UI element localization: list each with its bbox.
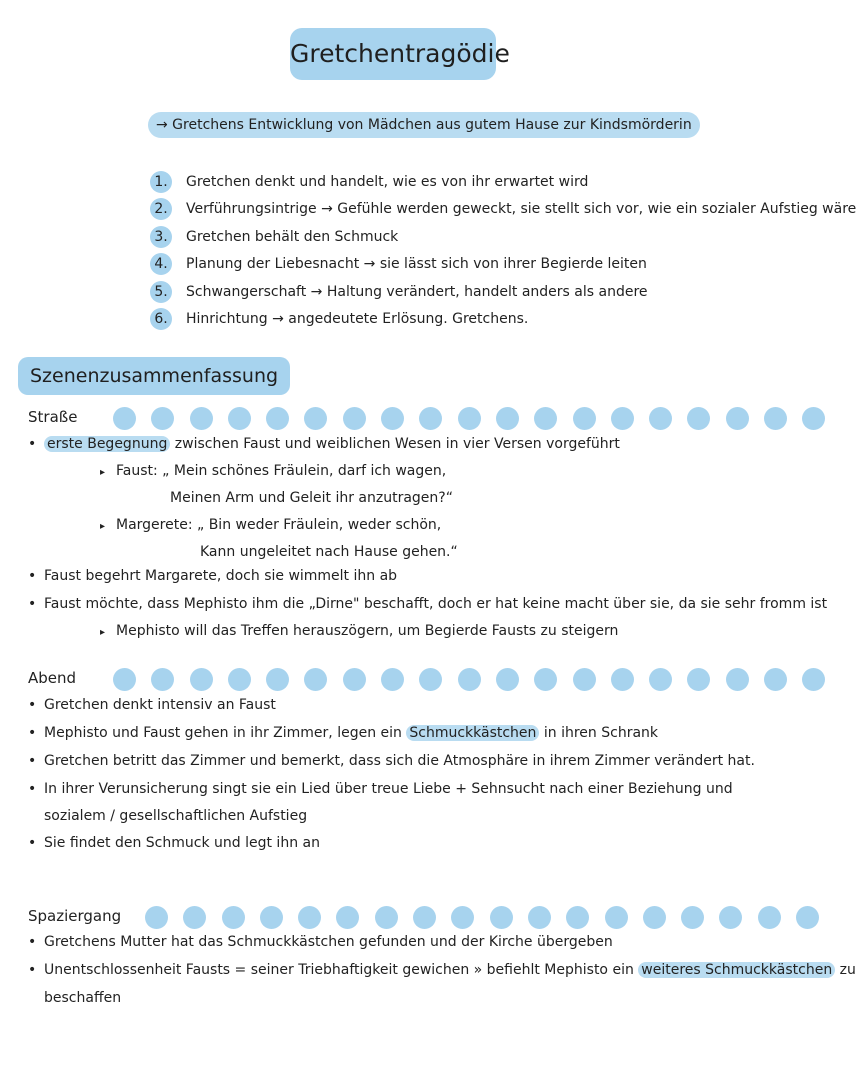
bullet-continuation: sozialem / gesellschaftlichen Aufstieg [44, 808, 308, 824]
dot-icon [190, 668, 213, 691]
bullet-line [28, 725, 658, 741]
dot-icon [681, 906, 704, 929]
bullet-line [28, 697, 276, 713]
dot-icon [375, 906, 398, 929]
scene-title-abend: Abend [28, 669, 77, 687]
highlighted-text: weiteres Schmuckkästchen [638, 962, 835, 978]
quote-text: Margerete: „ Bin weder Fräulein, weder schön, [116, 517, 442, 533]
list-item-text: Schwangerschaft → Haltung verändert, handelt anders als andere [186, 283, 648, 300]
bullet-text: zwischen Faust und weiblichen Wesen in vier Versen vorgeführt [170, 436, 620, 452]
dot-icon [649, 407, 672, 430]
dot-icon [611, 407, 634, 430]
dot-icon [496, 668, 519, 691]
page-title: Gretchentragödie [290, 28, 496, 80]
number-badge: 2. [150, 198, 172, 220]
triangle-bullet-icon: ▸ [100, 521, 106, 532]
dot-icon [343, 407, 366, 430]
dot-icon [419, 668, 442, 691]
dot-icon [566, 906, 589, 929]
bullet-text: Faust möchte, dass Mephisto ihm die „Dirne" beschafft, doch er hat keine macht über sie, da sie sehr fromm ist [44, 596, 828, 612]
bullet-icon: • [28, 568, 37, 584]
bullet-line [28, 568, 397, 584]
dot-icon [145, 906, 168, 929]
dot-icon [643, 906, 666, 929]
list-item [150, 278, 856, 306]
subtitle-highlight: → Gretchens Entwicklung von Mädchen aus gutem Hause zur Kindsmörderin [148, 112, 700, 138]
scene-title-spaziergang: Spaziergang [28, 907, 122, 925]
bullet-icon: • [28, 835, 37, 851]
dot-icon [151, 668, 174, 691]
bullet-text: Unentschlossenheit Fausts = seiner Triebhaftigkeit gewichen » befiehlt Mephisto ein [44, 962, 639, 978]
dot-icon [719, 906, 742, 929]
list-item-text: Planung der Liebesnacht → sie lässt sich von ihrer Begierde leiten [186, 256, 647, 273]
dot-divider [113, 407, 825, 430]
bullet-line [28, 934, 613, 950]
dot-icon [458, 407, 481, 430]
stages-list [150, 168, 856, 333]
list-item [150, 306, 856, 334]
dot-icon [687, 407, 710, 430]
bullet-continuation: beschaffen [44, 990, 122, 1006]
dot-icon [496, 407, 519, 430]
list-item-text: Hinrichtung → angedeutete Erlösung. Gretchens. [186, 311, 529, 328]
bullet-icon: • [28, 436, 37, 452]
dot-icon [419, 407, 442, 430]
dot-icon [451, 906, 474, 929]
dot-icon [304, 668, 327, 691]
triangle-bullet-icon: ▸ [100, 627, 106, 638]
dot-icon [490, 906, 513, 929]
dot-icon [764, 407, 787, 430]
bullet-line [28, 436, 620, 452]
list-item [150, 251, 856, 279]
sub-bullet-line [100, 463, 446, 479]
dot-icon [381, 668, 404, 691]
list-item-text: Gretchen denkt und handelt, wie es von ihr erwartet wird [186, 173, 589, 190]
dot-icon [611, 668, 634, 691]
dot-icon [228, 668, 251, 691]
scene-title-strasse: Straße [28, 408, 78, 426]
dot-icon [336, 906, 359, 929]
quote-text: Faust: „ Mein schönes Fräulein, darf ich wagen, [116, 463, 447, 479]
bullet-icon: • [28, 781, 37, 797]
bullet-line [28, 962, 856, 978]
number-badge: 6. [150, 308, 172, 330]
bullet-line [28, 781, 733, 797]
dot-icon [381, 407, 404, 430]
dot-icon [573, 407, 596, 430]
dot-icon [183, 906, 206, 929]
bullet-line [28, 835, 320, 851]
dot-icon [304, 407, 327, 430]
dot-icon [260, 906, 283, 929]
dot-icon [796, 906, 819, 929]
dot-icon [222, 906, 245, 929]
dot-icon [758, 906, 781, 929]
bullet-icon: • [28, 934, 37, 950]
dot-icon [228, 407, 251, 430]
dot-icon [802, 407, 825, 430]
bullet-text: Faust begehrt Margarete, doch sie wimmelt ihn ab [44, 568, 398, 584]
bullet-line [28, 596, 827, 612]
bullet-icon: • [28, 962, 37, 978]
dot-divider [113, 668, 825, 691]
bullet-text: In ihrer Verunsicherung singt sie ein Lied über treue Liebe + Sehnsucht nach einer Beziehung und [44, 781, 733, 797]
quote-line: Kann ungeleitet nach Hause gehen.“ [200, 544, 458, 560]
dot-icon [413, 906, 436, 929]
number-badge: 5. [150, 281, 172, 303]
highlighted-text: Schmuckkästchen [406, 725, 539, 741]
bullet-icon: • [28, 697, 37, 713]
dot-icon [649, 668, 672, 691]
sub-bullet-line [100, 623, 618, 639]
highlighted-text: erste Begegnung [44, 436, 170, 452]
list-item-text: Verführungsintrige → Gefühle werden geweckt, sie stellt sich vor, wie ein sozialer Aufstieg wäre [186, 201, 856, 218]
bullet-text: Gretchen denkt intensiv an Faust [44, 697, 276, 713]
bullet-icon: • [28, 753, 37, 769]
number-badge: 4. [150, 253, 172, 275]
dot-icon [458, 668, 481, 691]
dot-icon [190, 407, 213, 430]
dot-icon [726, 668, 749, 691]
dot-icon [802, 668, 825, 691]
dot-icon [528, 906, 551, 929]
dot-icon [266, 668, 289, 691]
dot-icon [534, 668, 557, 691]
number-badge: 3. [150, 226, 172, 248]
bullet-text: Gretchens Mutter hat das Schmuckkästchen gefunden und der Kirche übergeben [44, 934, 613, 950]
list-item [150, 196, 856, 224]
sub-bullet-line [100, 517, 441, 533]
bullet-text: Gretchen betritt das Zimmer und bemerkt, dass sich die Atmosphäre in ihrem Zimmer verändert hat. [44, 753, 755, 769]
dot-icon [726, 407, 749, 430]
bullet-line [28, 753, 755, 769]
bullet-icon: • [28, 596, 37, 612]
bullet-text: in ihren Schrank [539, 725, 659, 741]
list-item-text: Gretchen behält den Schmuck [186, 228, 399, 245]
number-badge: 1. [150, 171, 172, 193]
sub-bullet-text: Mephisto will das Treffen herauszögern, um Begierde Fausts zu steigern [116, 623, 619, 639]
triangle-bullet-icon: ▸ [100, 467, 106, 478]
dot-icon [298, 906, 321, 929]
dot-icon [605, 906, 628, 929]
dot-icon [113, 407, 136, 430]
dot-divider [145, 906, 819, 929]
dot-icon [343, 668, 366, 691]
dot-icon [113, 668, 136, 691]
list-item [150, 168, 856, 196]
list-item [150, 223, 856, 251]
dot-icon [687, 668, 710, 691]
bullet-text: zu [835, 962, 856, 978]
section-header: Szenenzusammenfassung [18, 357, 290, 395]
dot-icon [151, 407, 174, 430]
bullet-icon: • [28, 725, 37, 741]
bullet-text: Sie findet den Schmuck und legt ihn an [44, 835, 320, 851]
dot-icon [534, 407, 557, 430]
dot-icon [266, 407, 289, 430]
dot-icon [573, 668, 596, 691]
quote-line: Meinen Arm und Geleit ihr anzutragen?“ [170, 490, 453, 506]
bullet-text: Mephisto und Faust gehen in ihr Zimmer, legen ein [44, 725, 407, 741]
dot-icon [764, 668, 787, 691]
